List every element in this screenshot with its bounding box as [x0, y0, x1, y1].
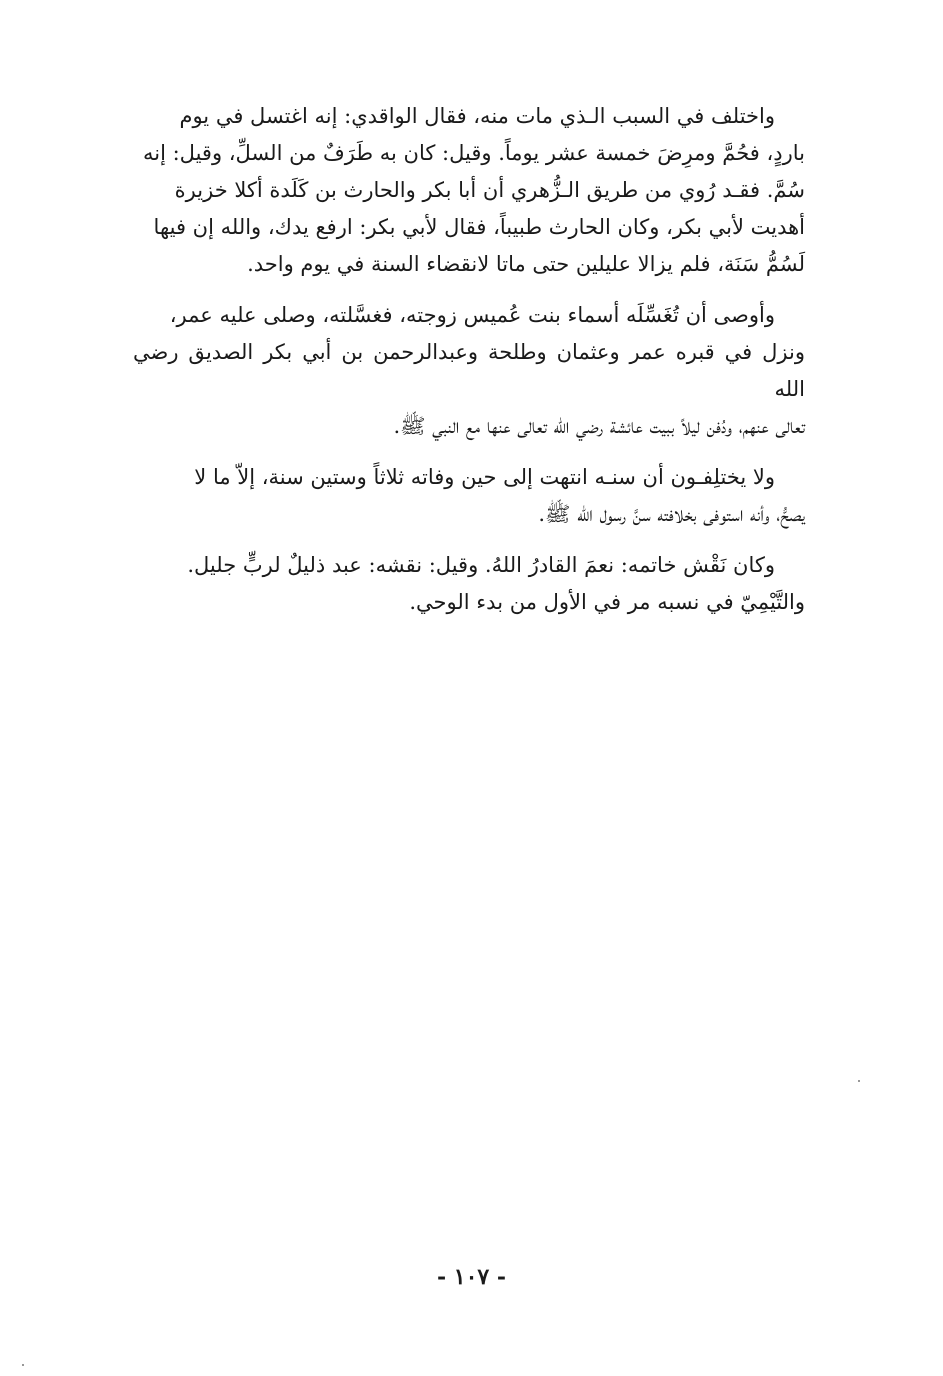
paragraph-1	[133, 98, 805, 283]
text-line: ولا يختلِفـون أن سنـه انتهت إلى حين وفاته ثلاثاً وستين سنة، إلاّ ما لا	[194, 465, 775, 489]
body-text	[133, 98, 805, 635]
paragraph-2	[133, 297, 805, 445]
text-line: أهديت لأبي بكر، وكان الحارث طبيباً، فقال لأبي بكر: ارفع يدك، والله إن فيها	[153, 215, 805, 239]
page-number: - ١٠٧ -	[436, 1264, 507, 1290]
paragraph-4	[133, 547, 805, 621]
scan-speck	[22, 1364, 24, 1366]
text-line: يصحُّ، وأنه استوفى بخلافته سنَّ رسول الله ﷺ.	[538, 502, 805, 526]
text-line: واختلف في السبب الـذي مات منه، فقال الواقدي: إنه اغتسل في يوم	[179, 104, 775, 128]
text-line: ونزل في قبره عمر وعثمان وطلحة وعبدالرحمن بن أبي بكر الصديق رضي الله	[133, 340, 805, 401]
paragraph-3	[133, 459, 805, 533]
text-line: والتَّيْمِيّ في نسبه مر في الأول من بدء الوحي.	[409, 590, 805, 614]
scan-speck	[858, 1080, 860, 1082]
text-line: باردٍ، فحُمَّ ومرِضَ خمسة عشر يوماً. وقيل: كان به طَرَفٌ من السلِّ، وقيل: إنه	[142, 141, 805, 165]
text-line: تعالى عنهم، ودُفن ليلاً ببيت عائشة رضي الله تعالى عنها مع النبي ﷺ.	[393, 414, 805, 438]
text-line: وكان نَقْش خاتمه: نعمَ القادرُ اللهُ. وقيل: نقشه: عبد ذليلٌ لربٍّ جليل.	[187, 553, 775, 577]
text-line: لَسُمُّ سَنَة، فلم يزالا عليلين حتى ماتا لانقضاء السنة في يوم واحد.	[247, 252, 805, 276]
text-line: وأوصى أن تُغَسِّلَه أسماء بنت عُميس زوجته، فغسَّلته، وصلى عليه عمر،	[169, 303, 775, 327]
text-line: سُمَّ. فقـد رُوي من طريق الـزُّهري أن أبا بكر والحارث بن كَلَدة أكلا خزيرة	[174, 178, 805, 202]
